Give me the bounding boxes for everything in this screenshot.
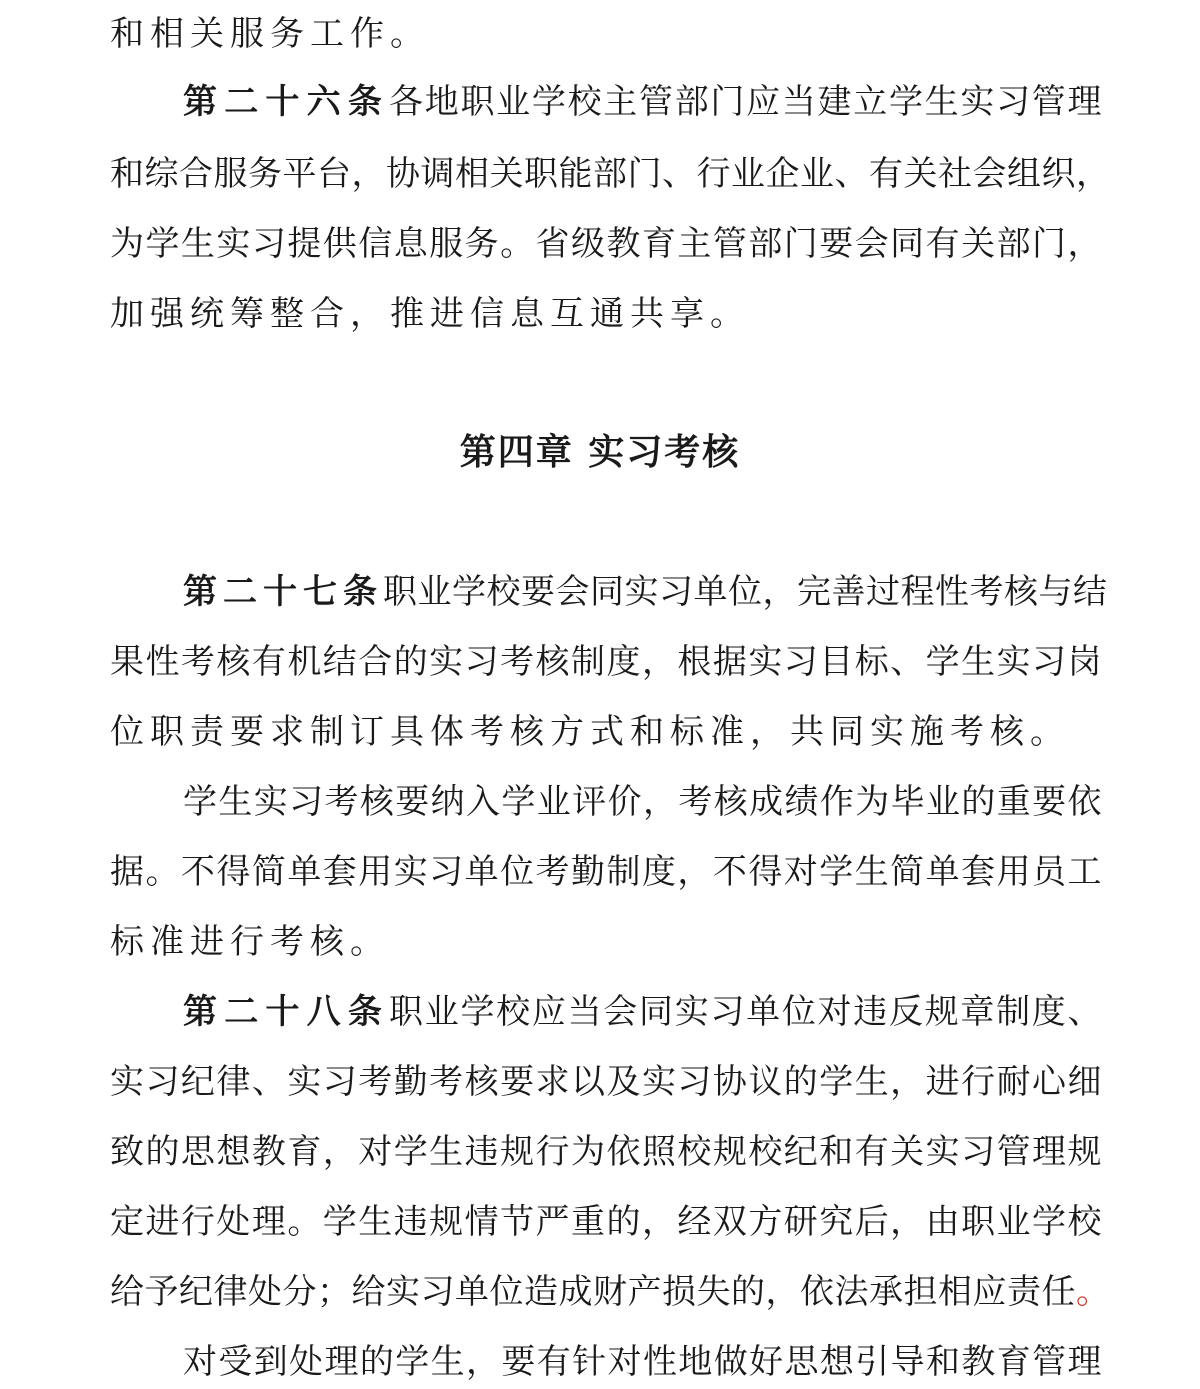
article-28-line-3: 致的思想教育，对学生违规行为依照校规校纪和有关实习管理规: [110, 1132, 1102, 1172]
article-26-line-3: 为学生实习提供信息服务。省级教育主管部门要会同有关部门，: [110, 224, 1102, 264]
assessment-paragraph-line-3: 标准进行考核。: [110, 922, 390, 962]
article-28-line-4: 定进行处理。学生违规情节严重的，经双方研究后，由职业学校: [110, 1202, 1102, 1242]
chapter-heading: 第四章 实习考核: [459, 432, 741, 473]
article-26-line-1: [183, 82, 1102, 122]
assessment-paragraph-line-1: 学生实习考核要纳入学业评价，考核成绩作为毕业的重要依: [183, 782, 1102, 822]
article-26-text-1: 各地职业学校主管部门应当建立学生实习管理: [389, 82, 1103, 122]
article-27-text-1: 职业学校要会同实习单位，完善过程性考核与结: [383, 572, 1108, 612]
article-28-line-1: [183, 992, 1102, 1032]
article-27-line-3: 位职责要求制订具体考核方式和标准，共同实施考核。: [110, 712, 1070, 752]
article-26-label: 第二十六条: [183, 82, 390, 122]
previous-article-tail: 和相关服务工作。: [110, 14, 430, 54]
article-28-text-5: 给予纪律处分；给实习单位造成财产损失的，依法承担相应责任: [110, 1272, 1076, 1312]
article-28-label: 第二十八条: [183, 992, 390, 1032]
article-28-text-1: 职业学校应当会同实习单位对违反规章制度、: [389, 992, 1103, 1032]
article-27-line-2: 果性考核有机结合的实习考核制度，根据实习目标、学生实习岗: [110, 642, 1102, 682]
article-28-line-2: 实习纪律、实习考勤考核要求以及实习协议的学生，进行耐心细: [110, 1062, 1102, 1102]
article-28-line-5: [110, 1272, 1111, 1312]
article-26-line-2: 和综合服务平台，协调相关职能部门、行业企业、有关社会组织，: [110, 154, 1111, 194]
assessment-paragraph-line-2: 据。不得简单套用实习单位考勤制度，不得对学生简单套用员工: [110, 852, 1102, 892]
handled-students-paragraph-line-1: 对受到处理的学生，要有针对性地做好思想引导和教育管理: [183, 1342, 1102, 1382]
article-27-line-1: [183, 572, 1108, 612]
article-27-label: 第二十七条: [183, 572, 383, 612]
article-28-end-mark: 。: [1076, 1272, 1111, 1312]
article-26-line-4: 加强统筹整合，推进信息互通共享。: [110, 294, 750, 334]
